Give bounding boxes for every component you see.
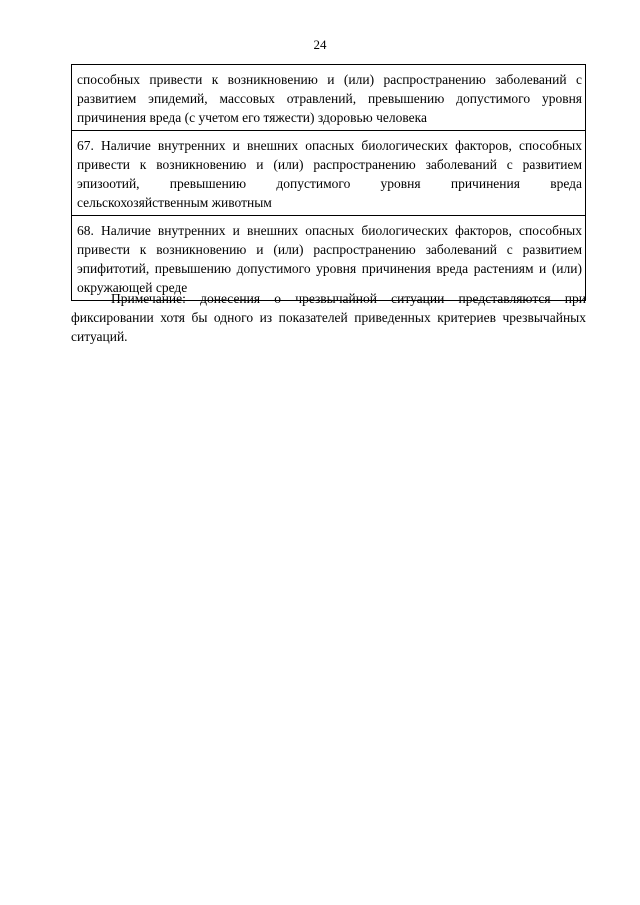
criterion-text: способных привести к возникновению и (или) распространению заболеваний с развитием эпидемий, массовых отравлений, превышению допустимого уровня причинения вреда (с учетом его тяжести) здоровью человека: [72, 65, 586, 131]
note-paragraph: Примечание: донесения о чрезвычайной ситуации представляются при фиксировании хотя бы одного из показателей приведенных критериев чрезвычайных ситуаций.: [71, 291, 586, 344]
table-row: [72, 216, 586, 301]
table-row: [72, 131, 586, 216]
table-row: [72, 65, 586, 131]
criteria-table: [71, 64, 586, 301]
criterion-text: 68. Наличие внутренних и внешних опасных биологических факторов, способных привести к возникновению и (или) распространению заболеваний с развитием эпифитотий, превышению допустимого уровня причинения вреда растениям и (или) окружающей среде: [72, 216, 586, 301]
page-number: 24: [313, 37, 327, 52]
criterion-text: 67. Наличие внутренних и внешних опасных биологических факторов, способных привести к возникновению и (или) распространению заболеваний с развитием эпизоотий, превышению допустимого уровня причинения вреда сельскохозяйственным животным: [72, 131, 586, 216]
